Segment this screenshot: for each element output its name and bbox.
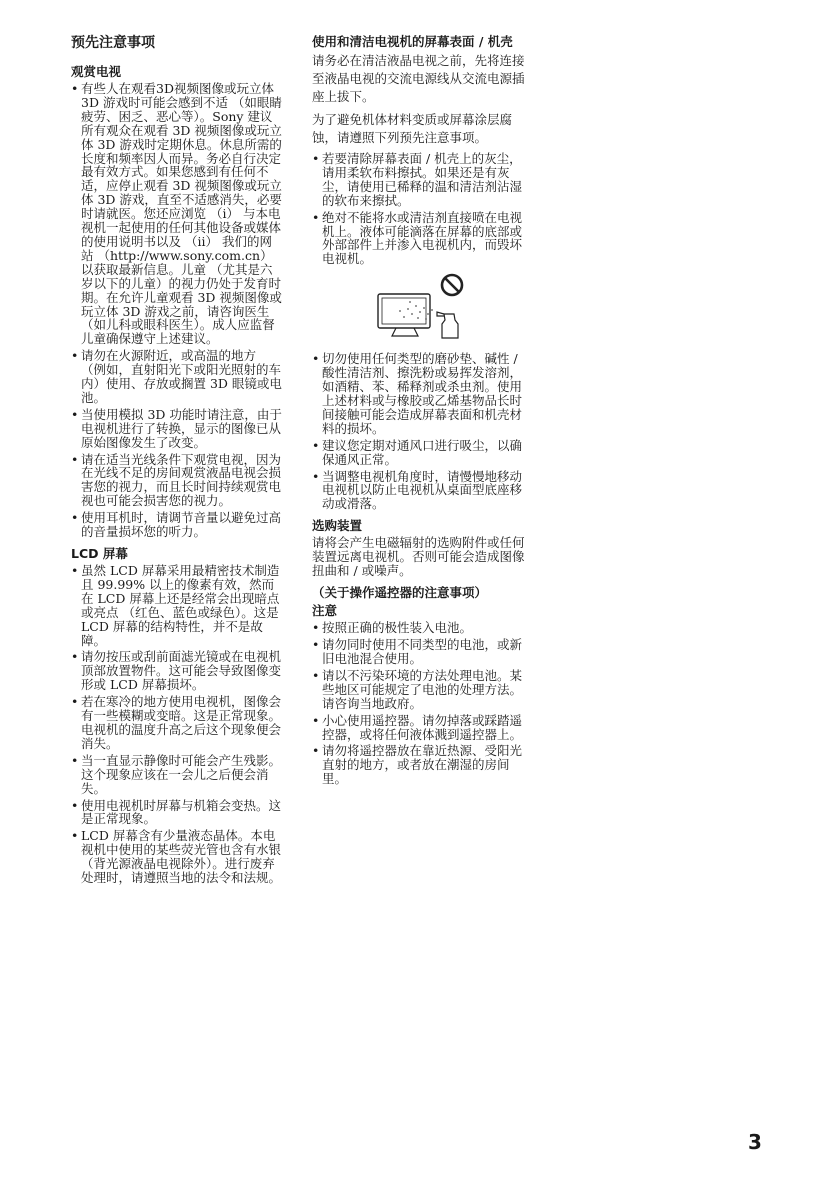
- bullet-glyph: •: [71, 510, 79, 526]
- page-number: 3: [748, 1130, 762, 1154]
- list-item: [312, 352, 526, 435]
- cleaning-paragraph-1: 请务必在清洁液晶电视之前，先将连接至液晶电视的交流电源线从交流电源插座上拔下。: [312, 53, 525, 104]
- bullet-glyph: •: [312, 712, 320, 728]
- list-item-text: 当使用模拟 3D 功能时请注意，由于电视机进行了转换，显示的图像已从原始图像发生了改变。: [81, 406, 282, 450]
- lcd-list: [71, 564, 283, 885]
- list-item-text: 小心使用遥控器。请勿掉落或踩踏遥控器，或将任何液体溅到遥控器上。: [322, 712, 523, 742]
- optional-paragraph: 请将会产生电磁辐射的选购附件或任何装置远离电视机。否则可能会造成图像扭曲和 / 或噪声。: [312, 535, 525, 579]
- remote-heading: （关于操作遥控器的注意事项）: [312, 585, 488, 601]
- bullet-glyph: •: [71, 649, 79, 665]
- list-item-text: 使用电视机时屏幕与机箱会变热。这是正常现象。: [81, 797, 282, 827]
- list-item: [312, 152, 526, 208]
- bullet-glyph: •: [312, 151, 320, 166]
- list-item-text: 请勿按压或刮前面滤光镜或在电视机顶部放置物件。这可能会导致图像变形或 LCD 屏幕损坏。: [81, 649, 282, 693]
- bullet-glyph: •: [71, 406, 79, 422]
- list-item-text: 请勿在火源附近，或高温的地方 （例如，直射阳光下或阳光照射的车内）使用、存放或搁置 3D 眼镜或电池。: [81, 348, 282, 405]
- list-item: [312, 211, 526, 267]
- bullet-glyph: •: [312, 667, 320, 683]
- bullet-glyph: •: [71, 694, 79, 710]
- bullet-glyph: •: [312, 209, 320, 225]
- cleaning-heading: 使用和清洁电视机的屏幕表面 / 机壳: [312, 34, 513, 49]
- list-item-text: 按照正确的极性装入电池。: [322, 620, 473, 636]
- list-item-text: 请勿将遥控器放在靠近热源、受阳光直射的地方，或者放在潮湿的房间里。: [322, 743, 523, 787]
- list-item: [312, 621, 526, 635]
- list-item: [312, 744, 526, 786]
- list-item-text: 有些人在观看3D视频图像或玩立体 3D 游戏时可能会感到不适 （如眼睛疲劳、困乏、恶心等）。Sony 建议所有观众在观看 3D 视频图像或玩立体 3D 游戏时定期休息。休息所需的长度和频率因人而异。务必自行决定最有效方式。如果您感到有任何不适，应停止观看 3D 视频图像或玩立体 3D 游戏，直至不适感消失，必要时请就医。您还应浏览 （i） 与本电视机一起使用的任何其他设备或媒体的使用说明书以及 （ii） 我们的网站 （http://www.sony.com.cn） 以获取最新信息。儿童 （尤其是六岁以下的儿童）的视力仍处于发育时期。在允许儿童观看 3D 视频图像或玩立体 3D 游戏之前，请咨询医生 （如儿科或眼科医生）。成人应监督儿童确保遵守上述建议。: [81, 81, 282, 347]
- list-item-text: 建议您定期对通风口进行吸尘，以确保通风正常。: [322, 437, 523, 467]
- cleaning-list-b: [312, 352, 526, 511]
- list-item: [71, 408, 283, 450]
- list-item: [71, 650, 283, 692]
- viewing-heading: 观赏电视: [71, 64, 122, 79]
- list-item: [71, 754, 283, 796]
- list-item-text: 虽然 LCD 屏幕采用最精密技术制造且 99.99% 以上的像素有效，然而在 LCD 屏幕上还是经常会出现暗点或亮点 （红色、蓝色或绿色）。这是 LCD 屏幕的结构特性，并不是故障。: [81, 563, 280, 648]
- list-item-text: 当调整电视机角度时，请慢慢地移动电视机以防止电视机从桌面型底座移动或滑落。: [322, 468, 523, 512]
- list-item-text: LCD 屏幕含有少量液态晶体。本电视机中使用的某些荧光管也含有水银 （背光源液晶电视除外）。进行废弃处理时，请遵照当地的法令和法规。: [81, 828, 282, 886]
- lcd-heading: LCD 屏幕: [71, 546, 128, 561]
- bullet-glyph: •: [312, 468, 320, 484]
- remote-list: [312, 621, 526, 786]
- list-item: [71, 511, 283, 539]
- list-item: [71, 829, 283, 885]
- bullet-glyph: •: [71, 348, 79, 364]
- bullet-glyph: •: [71, 81, 79, 96]
- tv-frame-icon: [378, 294, 430, 328]
- list-item: [312, 470, 526, 512]
- list-item-text: 切勿使用任何类型的磨砂垫、碱性 / 酸性清洁剂、擦洗粉或易挥发溶剂，如酒精、苯、稀释剂或杀虫剂。使用上述材料或与橡胶或乙烯基物品长时间接触可能会造成屏幕表面和机壳材料的损坏。: [322, 351, 523, 436]
- list-item: [71, 82, 283, 346]
- list-item-text: 请以不污染环境的方法处理电池。某些地区可能规定了电池的处理方法。请咨询当地政府。: [322, 667, 523, 711]
- list-item-text: 请在适当光线条件下观赏电视，因为在光线不足的房间观赏液晶电视会损害您的视力，而且长时间持续观赏电视也可能会损害您的视力。: [81, 451, 282, 509]
- spray-bottle-icon: [442, 314, 458, 338]
- list-item: [312, 439, 526, 467]
- list-item-text: 若要清除屏幕表面 / 机壳上的灰尘，请用柔软布料擦拭。如果还是有灰尘，请使用已稀释的温和清洁剂沾湿的软布来擦拭。: [322, 151, 523, 208]
- bullet-glyph: •: [312, 620, 320, 636]
- list-item-text: 使用耳机时，请调节音量以避免过高的音量损坏您的听力。: [81, 510, 282, 540]
- list-item-text: 请勿同时使用不同类型的电池，或新旧电池混合使用。: [322, 637, 523, 667]
- list-item: [312, 638, 526, 666]
- bullet-glyph: •: [312, 351, 320, 367]
- right-column: [312, 34, 526, 789]
- left-column: [71, 34, 283, 888]
- list-item: [71, 453, 283, 509]
- bullet-glyph: •: [71, 451, 79, 467]
- list-item: [71, 564, 283, 647]
- list-item: [312, 714, 526, 742]
- no-spray-tv-illustration: [374, 272, 470, 340]
- bullet-glyph: •: [71, 828, 79, 844]
- bullet-glyph: •: [71, 752, 79, 768]
- list-item: [71, 695, 283, 751]
- bullet-glyph: •: [71, 563, 79, 578]
- list-item: [71, 799, 283, 827]
- bullet-glyph: •: [312, 437, 320, 453]
- bullet-glyph: •: [312, 637, 320, 653]
- optional-heading: 选购装置: [312, 518, 363, 534]
- cleaning-paragraph-2: 为了避免机体材料变质或屏幕涂层腐蚀，请遵照下列预先注意事项。: [312, 112, 513, 145]
- list-item-text: 当一直显示静像时可能会产生残影。这个现象应该在一会儿之后便会消失。: [81, 752, 282, 796]
- viewing-list: [71, 82, 283, 539]
- bullet-glyph: •: [312, 743, 320, 759]
- list-item-text: 绝对不能将水或清洁剂直接喷在电视机上。液体可能滴落在屏幕的底部或外部部件上并渗入电视机内，而毁坏电视机。: [322, 209, 523, 267]
- list-item-text: 若在寒冷的地方使用电视机，图像会有一些模糊或变暗。这是正常现象。电视机的温度升高之后这个现象便会消失。: [81, 694, 282, 751]
- list-item: [71, 349, 283, 405]
- remote-subheading: 注意: [312, 603, 338, 619]
- list-item: [312, 669, 526, 711]
- cleaning-list-a: [312, 152, 526, 266]
- page-title: 预先注意事项: [71, 35, 155, 51]
- bullet-glyph: •: [71, 797, 79, 813]
